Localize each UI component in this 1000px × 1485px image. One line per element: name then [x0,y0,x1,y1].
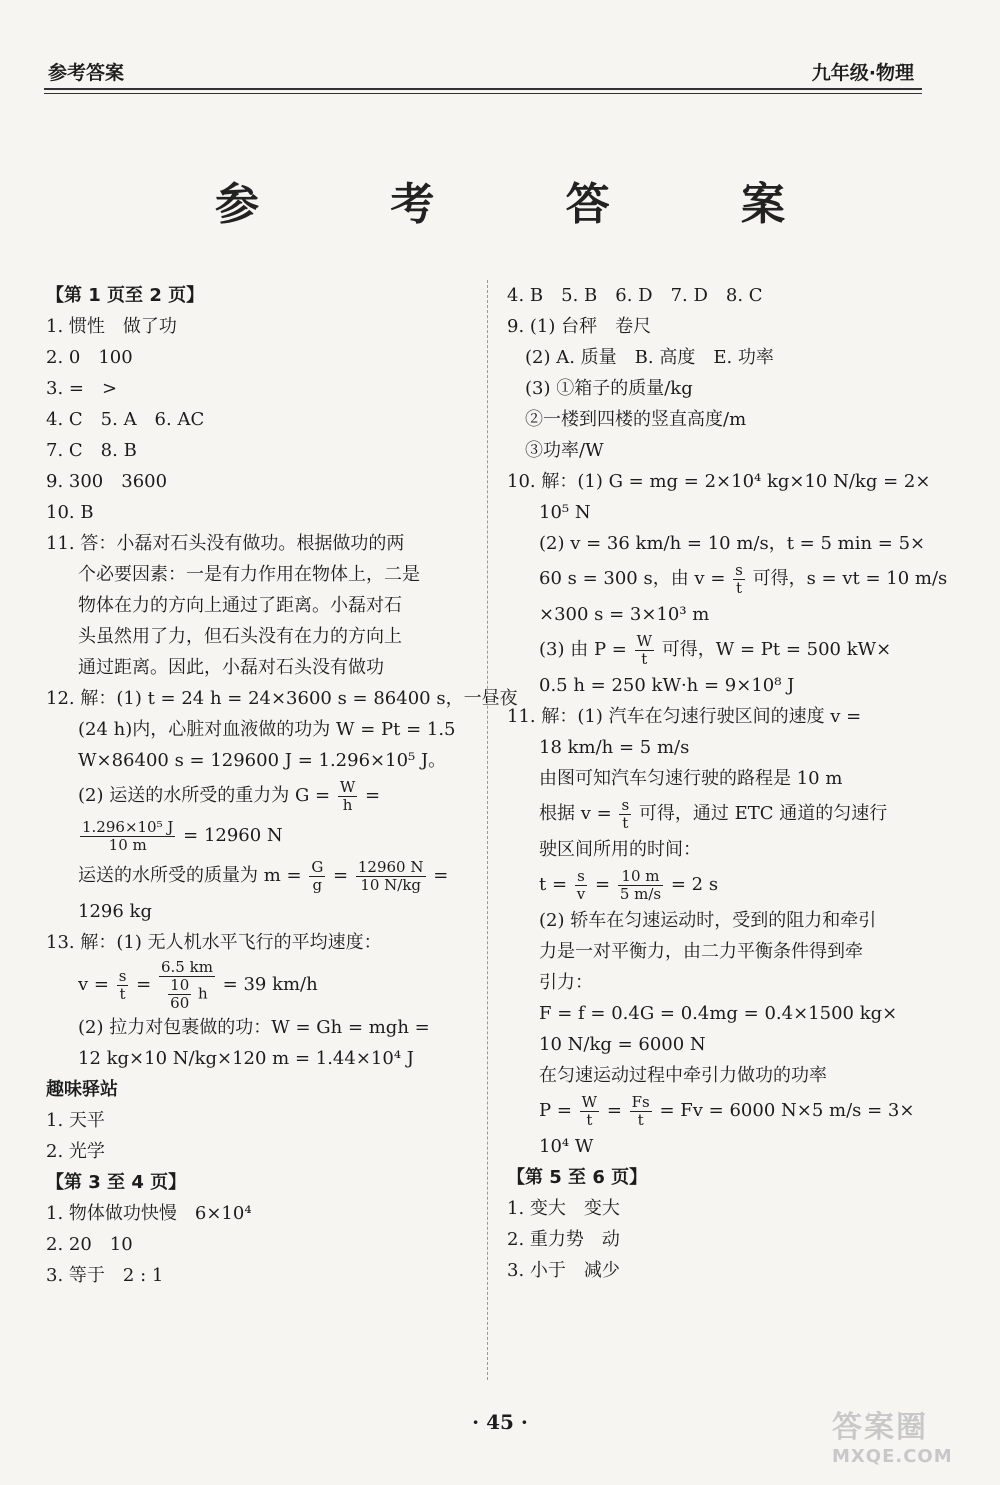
answer-line: 引力： [539,972,593,993]
answer-line: (2) 拉力对包裹做的功：W = Gh = mgh = [78,1017,430,1038]
formula-line [507,1091,937,1131]
denominator: t [735,578,742,597]
denominator: 10 m [108,835,147,854]
header-right: 九年级·物理 [811,62,914,84]
fraction [356,859,426,894]
answer-line: 头虽然用了力，但石头没有在力的方向上 [78,626,402,647]
answer-line: 10. B [46,502,94,523]
formula-text: 可得，s = vt = 10 m/s [752,568,948,589]
formula-text: = [136,974,152,995]
answer-line: (24 h)内，心脏对血液做的功为 W = Pt = 1.5 [78,719,456,740]
formula-text: 可得，W = Pt = 500 kW× [661,639,892,660]
answer-line: 2. 重力势 动 [507,1229,620,1250]
fraction [618,868,663,903]
answer-line: 驶区间所用的时间： [539,839,701,860]
formula-text: 运送的水所受的质量为 m = [78,865,302,886]
answer-line: 1296 kg [78,901,152,922]
header-rule [44,88,922,90]
answer-line: 3. 小于 减少 [507,1260,620,1281]
formula-text: (2) 运送的水所受的重力为 G = [78,785,331,806]
numerator: G [311,857,324,876]
numerator: W [339,777,356,796]
denominator: t [641,649,648,668]
answer-line: (2) A. 质量 B. 高度 E. 功率 [525,347,774,368]
fraction [635,633,654,668]
answer-line: 1. 物体做功快慢 6×10⁴ [46,1203,252,1224]
fraction [575,868,587,903]
answer-line: (2) v = 36 km/h = 10 m/s，t = 5 min = 5× [539,533,926,554]
column-divider [487,280,488,1380]
answer-line: (2) 轿车在匀速运动时，受到的阻力和牵引 [539,910,877,931]
denominator: t [622,813,629,832]
formula-line [46,816,474,856]
denominator [159,977,215,1012]
formula-text: 根据 v = [539,803,612,824]
formula-text: = [365,785,381,806]
fraction [80,819,175,854]
answer-line: ②一楼到四楼的竖直高度/m [525,409,747,430]
left-column [46,280,518,1291]
answer-line: 1. 惯性 做了功 [46,316,177,337]
section-heading: 趣味驿站 [46,1079,118,1100]
answer-line: 11. 答：小磊对石头没有做功。根据做功的两 [46,533,405,554]
denominator: h [342,795,353,814]
answer-line: 1. 天平 [46,1110,105,1131]
answer-line: 4. B 5. B 6. D 7. D 8. C [507,285,763,306]
numerator: 10 m [618,868,663,886]
answer-line: 12 kg×10 N/kg×120 m = 1.44×10⁴ J [78,1048,414,1069]
answer-line: F = f = 0.4G = 0.4mg = 0.4×1500 kg× [539,1003,898,1024]
numerator: 1.296×10⁵ J [82,817,174,836]
header-left: 参考答案 [48,62,125,84]
formula-line [507,559,948,599]
formula-text: P = [539,1100,572,1121]
answer-line: 0.5 h = 250 kW·h = 9×10⁸ J [539,675,795,696]
formula-text: t = [539,874,568,895]
denominator: t [637,1110,644,1129]
answer-line: 2. 20 10 [46,1234,133,1255]
formula-line [507,865,937,905]
denominator: 60 [170,993,190,1012]
page-title: 参 考 答 案 [215,179,843,230]
formula-line [507,794,937,834]
fraction [630,1094,652,1129]
answer-line: (3) ①箱子的质量/kg [525,378,693,399]
numerator: s [621,795,630,814]
fraction [619,797,631,832]
answer-line: 18 km/h = 5 m/s [539,737,690,758]
formula-text: = Fv = 6000 N×5 m/s = 3× [659,1100,915,1121]
answer-line: ③功率/W [525,440,604,461]
section-heading: 【第 3 至 4 页】 [46,1172,187,1193]
answer-line: 力是一对平衡力，由二力平衡条件得到牵 [539,941,863,962]
numerator: s [735,560,743,579]
formula-text: (3) 由 P = [539,639,627,660]
watermark-logo [832,1402,982,1472]
denominator: t [586,1110,593,1129]
answer-line: 9. 300 3600 [46,471,168,492]
formula-line [507,630,937,670]
numerator: 6.5 km [160,957,213,976]
formula-text: = [333,865,349,886]
fraction [168,977,191,1012]
answer-line: 2. 0 100 [46,347,133,368]
formula-text: 60 s = 300 s，由 v = [539,568,726,589]
watermark-url: MXQE.COM [832,1446,953,1467]
unit: h [198,984,208,1002]
answer-line: W×86400 s = 129600 J = 1.296×10⁵ J。 [78,750,447,771]
denominator: 5 m/s [619,884,662,903]
formula-text: = [606,1100,622,1121]
answer-line: 由图可知汽车匀速行驶的路程是 10 m [539,768,843,789]
section-heading: 【第 5 至 6 页】 [507,1167,648,1188]
formula-line [46,776,474,816]
numerator: W [636,631,653,650]
formula-text: = [433,865,449,886]
answer-line: 7. C 8. B [46,440,137,461]
page-number: · 45 · [472,1410,528,1434]
answer-line: 10⁴ W [539,1136,594,1157]
formula-text: v = [78,974,109,995]
fraction [733,562,745,597]
answer-line: 4. C 5. A 6. AC [46,409,205,430]
fraction [309,859,325,894]
fraction [580,1094,599,1129]
answer-line: 物体在力的方向上通过了距离。小磊对石 [78,595,402,616]
answer-line: 10. 解：(1) G = mg = 2×10⁴ kg×10 N/kg = 2× [507,471,931,492]
numerator: Fs [631,1092,650,1111]
answer-line: 1. 变大 变大 [507,1198,620,1219]
answer-line: 10 N/kg = 6000 N [539,1034,706,1055]
answer-line: 3. = > [46,378,118,399]
answer-line: 13. 解：(1) 无人机水平飞行的平均速度： [46,932,382,953]
answer-line: 3. 等于 2 : 1 [46,1265,164,1286]
answer-line: 2. 光学 [46,1141,105,1162]
denominator: 10 N/kg [360,875,422,894]
answer-line: 通过距离。因此，小磊对石头没有做功 [78,657,384,678]
numerator: s [118,966,127,985]
header-rule-thin [44,93,922,94]
formula-line [46,856,474,896]
answer-line: 在匀速运动过程中牵引力做功的功率 [539,1065,827,1086]
answer-line: 9. (1) 台秤 卷尺 [507,316,652,337]
denominator: v [576,884,586,903]
right-column [507,280,948,1286]
answer-line: 12. 解：(1) t = 24 h = 24×3600 s = 86400 s，一昼夜 [46,688,518,709]
formula-text: = 39 km/h [222,974,318,995]
fraction [117,968,129,1003]
formula-text: = 12960 N [183,825,283,846]
fraction [159,959,215,1012]
watermark-text: 答案圈 [832,1410,928,1445]
section-heading: 【第 1 页至 2 页】 [46,285,205,306]
fraction [338,779,357,814]
formula-text: = 2 s [670,874,719,895]
answer-line: 个必要因素：一是有力作用在物体上，二是 [78,564,420,585]
answer-line: 10⁵ N [539,502,591,523]
answer-line: 11. 解：(1) 汽车在匀速行驶区间的速度 v = [507,706,862,727]
formula-line [46,958,474,1012]
denominator: g [312,875,323,894]
formula-text: = [595,874,611,895]
numerator: W [581,1092,598,1111]
denominator: t [119,984,126,1003]
answer-line: ×300 s = 3×10³ m [539,604,710,625]
numerator: 10 [170,975,190,994]
numerator: 12960 N [357,857,424,876]
numerator: s [575,868,587,886]
formula-text: 可得，通过 ETC 通道的匀速行 [638,803,888,824]
